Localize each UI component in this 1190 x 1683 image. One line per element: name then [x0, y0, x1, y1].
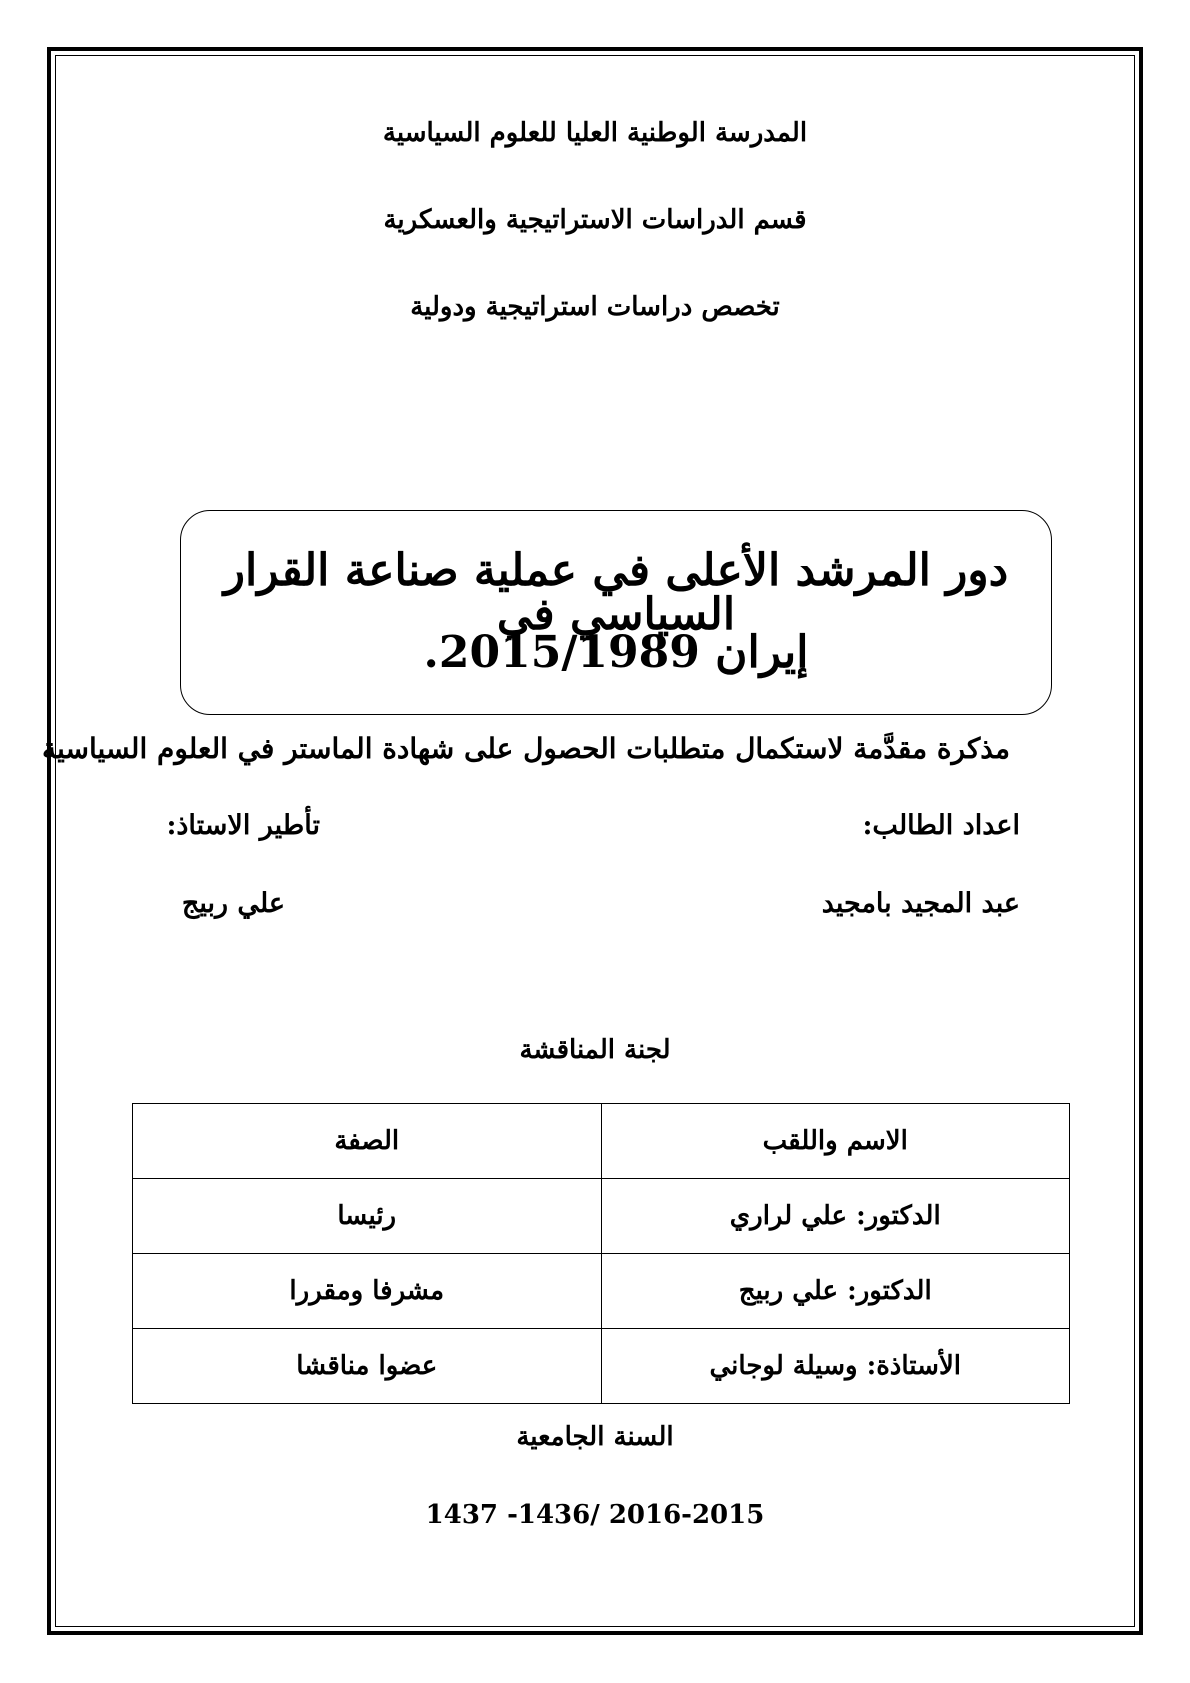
committee-member-name: الأستاذة: وسيلة لوجاني — [601, 1329, 1070, 1404]
table-row — [133, 1179, 1070, 1254]
thesis-title-line-2: إيران 2015/1989. — [423, 627, 809, 678]
title-box — [180, 510, 1052, 715]
committee-member-role: مشرفا ومقررا — [133, 1254, 602, 1329]
table-row — [133, 1254, 1070, 1329]
committee-member-name: الدكتور: علي لراري — [601, 1179, 1070, 1254]
table-row — [133, 1329, 1070, 1404]
academic-year-label: السنة الجامعية — [516, 1422, 674, 1452]
specialty-name: تخصص دراسات استراتيجية ودولية — [410, 292, 780, 322]
committee-member-name: الدكتور: علي ربيج — [601, 1254, 1070, 1329]
thesis-note: مذكرة مقدَّمة لاستكمال متطلبات الحصول على شهادة الماستر في العلوم السياسية — [42, 732, 1010, 765]
thesis-title-line-1: دور المرشد الأعلى في عملية صناعة القرار السياسي في — [223, 545, 1009, 640]
committee-member-role: عضوا مناقشا — [133, 1329, 602, 1404]
supervisor-name: علي ربيج — [181, 888, 285, 919]
committee-header-name: الاسم واللقب — [601, 1104, 1070, 1179]
committee-header-role: الصفة — [133, 1104, 602, 1179]
school-name: المدرسة الوطنية العليا للعلوم السياسية — [382, 118, 808, 148]
student-name: عبد المجيد بامجيد — [821, 888, 1020, 919]
committee-table — [132, 1103, 1070, 1404]
supervisor-label: تأطير الاستاذ: — [166, 810, 320, 841]
table-row — [133, 1104, 1070, 1179]
committee-member-role: رئيسا — [133, 1179, 602, 1254]
department-name: قسم الدراسات الاستراتيجية والعسكرية — [383, 205, 807, 235]
student-label: اعداد الطالب: — [862, 810, 1020, 841]
academic-year-value: 2016-2015 /1436- 1437 — [425, 1500, 765, 1530]
committee-title: لجنة المناقشة — [519, 1035, 671, 1065]
